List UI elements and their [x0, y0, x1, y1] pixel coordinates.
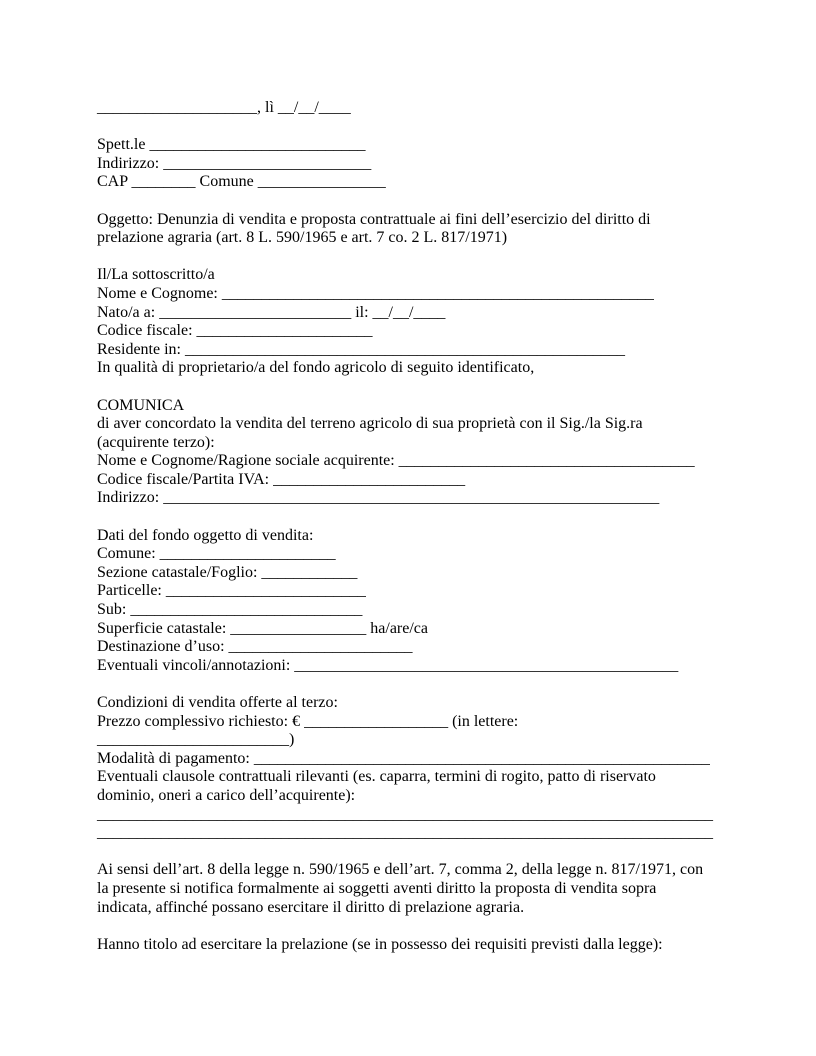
- line-blank: [97, 675, 720, 694]
- line-land-use: Destinazione d’uso: _______________________: [97, 638, 413, 656]
- line-blank: [97, 378, 720, 397]
- line-buyer-fiscal-code: Codice fiscale/Partita IVA: ________________________: [97, 470, 466, 488]
- line-price-letters: ________________________): [97, 731, 295, 749]
- line-declarant-residence: Residente in: _______________________________________________________: [97, 340, 625, 358]
- line-land-sub: Sub: _____________________________: [97, 601, 363, 619]
- line-land-section-title: Dati del fondo oggetto di vendita:: [97, 526, 314, 544]
- line-buyer-name: Nome e Cognome/Ragione sociale acquirente: _____________________________________: [97, 452, 695, 470]
- line-subject-2: prelazione agraria (art. 8 L. 590/1965 e art. 7 co. 2 L. 817/1971): [97, 229, 508, 247]
- line-clauses-blank-1: _____________________________________________________________________________: [97, 805, 713, 823]
- line-blank: [97, 248, 720, 267]
- line-subject-1: Oggetto: Denunzia di vendita e proposta contrattuale ai fini dell’esercizio del diritto di: [97, 210, 651, 228]
- line-declarant-fiscal-code: Codice fiscale: ______________________: [97, 322, 373, 340]
- line-entitled-intro: Hanno titolo ad esercitare la prelazione (se in possesso dei requisiti previsti dalla legge):: [97, 935, 663, 953]
- line-clauses-1: Eventuali clausole contrattuali rilevanti (es. caparra, termini di rogito, patto di riservato: [97, 768, 656, 786]
- line-land-constraints: Eventuali vincoli/annotazioni: ________________________________________________: [97, 656, 679, 674]
- line-land-section-sheet: Sezione catastale/Foglio: ____________: [97, 563, 358, 581]
- line-legal-notice-1: Ai sensi dell’art. 8 della legge n. 590/1965 e dell’art. 7, comma 2, della legge n. 817/1971, con: [97, 861, 704, 879]
- line-price: Prezzo complessivo richiesto: € __________________ (in lettere:: [97, 712, 519, 730]
- line-recipient-cap-comune: CAP ________ Comune ________________: [97, 173, 386, 191]
- line-clauses-blank-2: _____________________________________________________________________________: [97, 824, 713, 842]
- line-blank: [97, 508, 720, 527]
- line-declarant-quality: In qualità di proprietario/a del fondo agricolo di seguito identificato,: [97, 359, 535, 377]
- line-blank: [97, 192, 720, 211]
- line-blank: [97, 118, 720, 137]
- line-land-comune: Comune: ______________________: [97, 545, 336, 563]
- line-comunica-heading: COMUNICA: [97, 396, 185, 414]
- line-declarant-intro: Il/La sottoscritto/a: [97, 266, 215, 284]
- line-recipient: Spett.le ___________________________: [97, 136, 366, 154]
- line-comunica-body-2: (acquirente terzo):: [97, 433, 215, 451]
- line-conditions-title: Condizioni di vendita offerte al terzo:: [97, 694, 338, 711]
- line-declarant-birth: Nato/a a: ________________________ il: __/__/____: [97, 303, 446, 321]
- line-date-place: ____________________, lì __/__/____: [97, 99, 351, 116]
- line-blank: [97, 843, 720, 862]
- line-land-area: Superficie catastale: _________________ ha/are/ca: [97, 619, 428, 637]
- line-legal-notice-2: la presente si notifica formalmente ai soggetti aventi diritto la proposta di vendita sopra: [97, 879, 657, 897]
- line-blank: [97, 917, 720, 936]
- line-buyer-address: Indirizzo: ______________________________________________________________: [97, 489, 660, 507]
- line-recipient-address: Indirizzo: __________________________: [97, 154, 372, 172]
- line-clauses-2: dominio, oneri a carico dell’acquirente):: [97, 786, 356, 804]
- line-declarant-name: Nome e Cognome: ______________________________________________________: [97, 284, 654, 302]
- line-land-parcels: Particelle: _________________________: [97, 582, 366, 600]
- line-payment-method: Modalità di pagamento: _________________________________________________________: [97, 749, 710, 767]
- line-legal-notice-3: indicata, affinché possano esercitare il diritto di prelazione agraria.: [97, 898, 525, 916]
- line-comunica-body-1: di aver concordato la vendita del terreno agricolo di sua proprietà con il Sig./la Sig.ra: [97, 415, 643, 433]
